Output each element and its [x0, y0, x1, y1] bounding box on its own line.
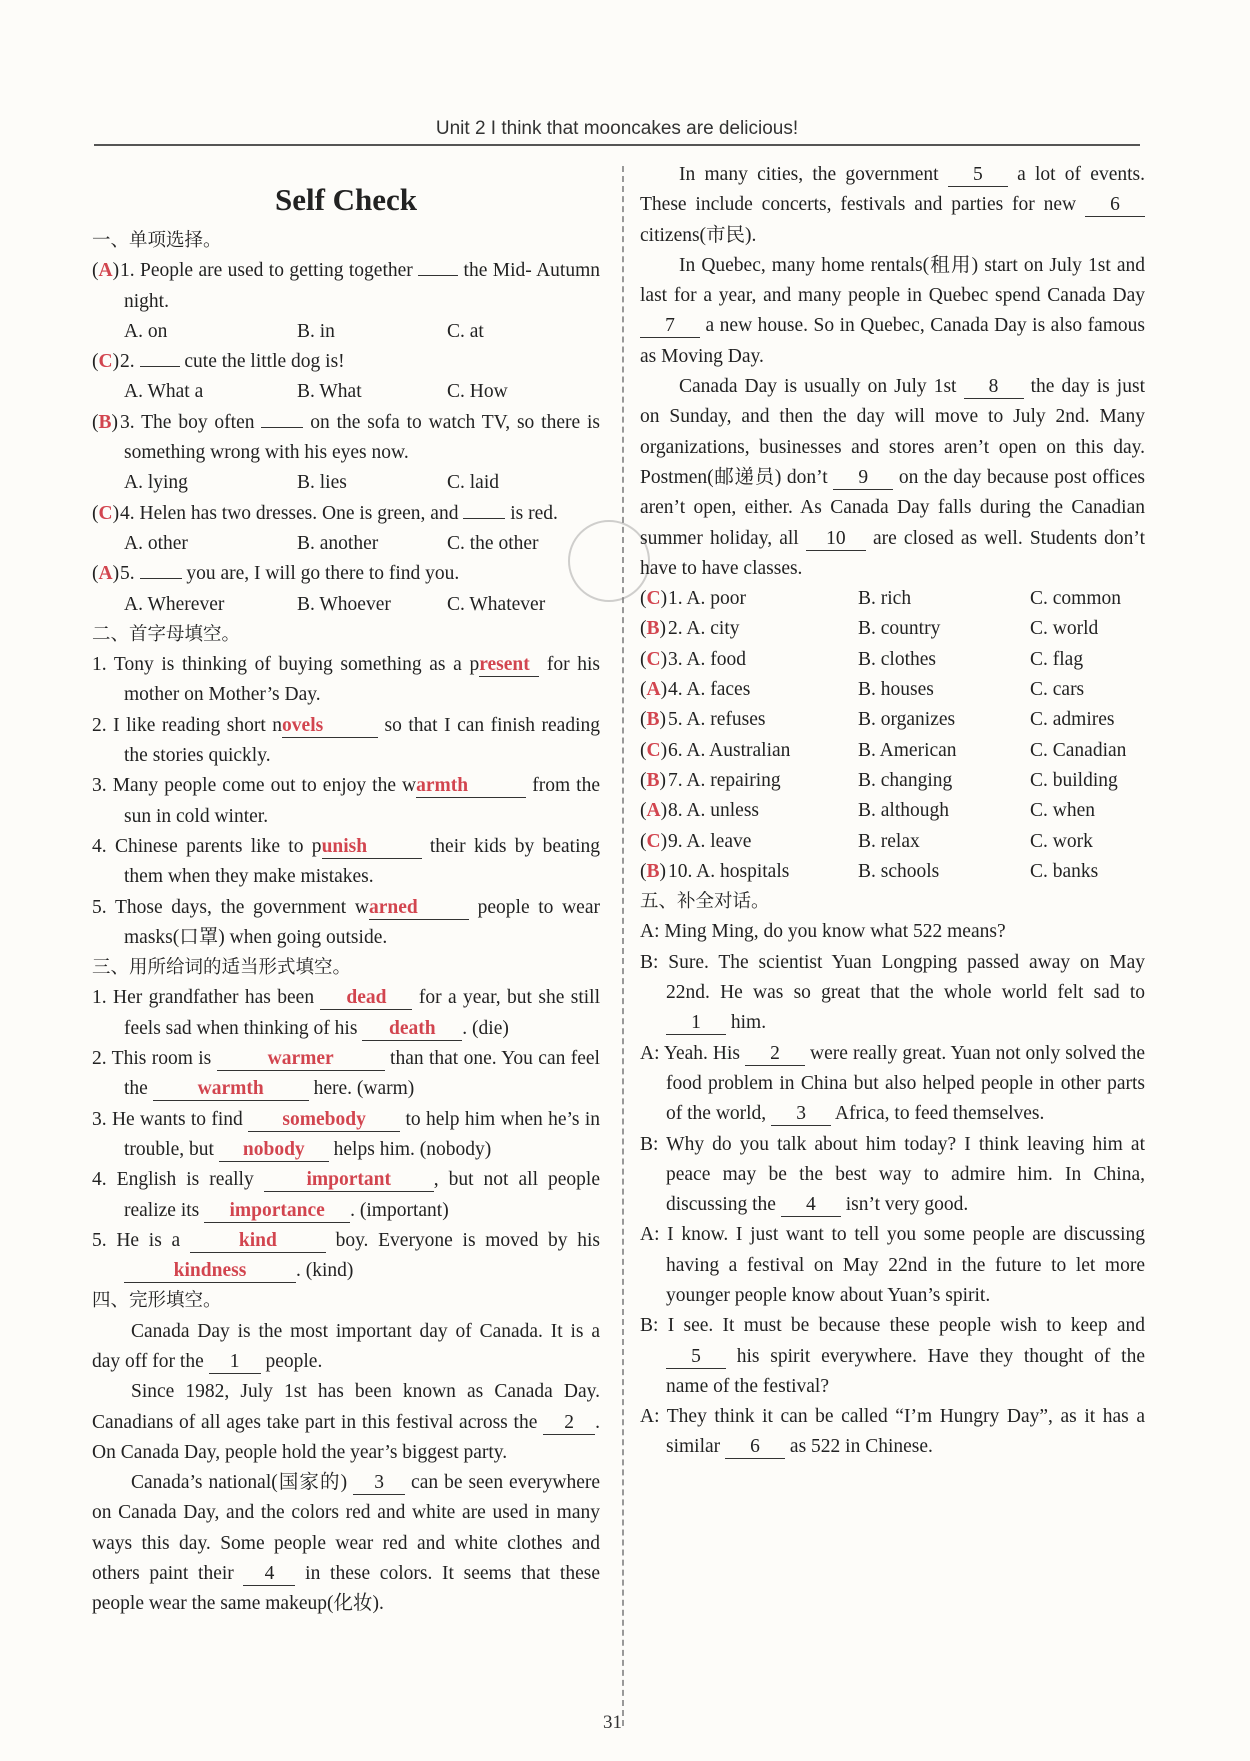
fill-question-3: 3. Many people come out to enjoy the warmth from the sun in cold winter.	[92, 775, 600, 827]
cloze-option-row: ( C ) 6. A. Australian B. American C. Canadian	[640, 736, 1145, 766]
answer-blank	[418, 275, 458, 276]
cloze-blank: 1	[209, 1351, 261, 1374]
cloze-blank: 7	[640, 315, 700, 338]
section-heading-2: 二、首字母填空。	[92, 623, 241, 645]
cloze-option-row: ( B ) 7. A. repairing B. changing C. building	[640, 766, 1145, 796]
answer-blank	[463, 518, 505, 519]
form-answer: warmer	[217, 1048, 385, 1071]
cloze-blank: 6	[1085, 194, 1145, 217]
mc-question-2: ( C ) 2. cute the little dog is! A. What a B. What C. How	[92, 347, 600, 408]
fill-question-5: 5. Those days, the government warned people to wear masks(口罩) when going outside.	[92, 896, 600, 948]
cloze-option-row: ( B ) 2. A. city B. country C. world	[640, 614, 1145, 644]
left-column	[92, 172, 600, 1620]
fill-answer: arned	[369, 897, 469, 920]
dialog-line-6: B: I see. It must be because these people wish to keep and 5 his spirit everywhere. Have they thought of the name of the festival?	[640, 1315, 1146, 1397]
dialog-blank: 6	[725, 1436, 785, 1459]
cloze-options	[640, 584, 1145, 887]
fill-answer: ovels	[282, 715, 378, 738]
cloze-blank: 4	[243, 1563, 295, 1586]
cloze-paragraph-5: In Quebec, many home rentals(租用) start on July 1st and last for a year, and many people in Quebec spend Canada Day 7 a new house. So in Quebec, Canada Day is also famous as Moving Day.	[640, 254, 1145, 367]
dialog-blank: 4	[781, 1194, 841, 1217]
cloze-blank: 5	[948, 164, 1008, 187]
section-heading-5: 五、补全对话。	[640, 891, 770, 913]
mc-answer: ( C )	[92, 499, 120, 529]
cloze-option-row: ( C ) 1. A. poor B. rich C. common	[640, 584, 1145, 614]
dialog-line-4: B: Why do you talk about him today? I think leaving him at peace may be the best way to admire him. In China, discussing the 4 isn’t very good.	[640, 1133, 1145, 1216]
form-answer: important	[264, 1169, 434, 1192]
dialog-line-1: A: Ming Ming, do you know what 522 means?	[640, 921, 1006, 943]
form-question-1: 1. Her grandfather has been dead for a year, but she still feels sad when thinking of his death . (die)	[92, 987, 600, 1039]
mc-question-1: ( A ) 1. People are used to getting together the Mid- Autumn night. A. on B. in C. at	[92, 256, 600, 347]
mc-question-4: ( C ) 4. Helen has two dresses. One is green, and is red. A. other B. another C. the other	[92, 499, 600, 560]
dialog-line-5: A: I know. I just want to tell you some people are discussing having a festival on May 22nd in the future to let more younger people know about Yuan’s spirit.	[640, 1224, 1145, 1306]
answer-blank	[140, 578, 182, 579]
cloze-option-row: ( B ) 5. A. refuses B. organizes C. admires	[640, 705, 1145, 735]
cloze-paragraph-2: Since 1982, July 1st has been known as Canada Day. Canadians of all ages take part in this festival across the 2 . On Canada Day, people hold the year’s biggest party.	[92, 1381, 600, 1463]
cloze-option-row: ( A ) 4. A. faces B. houses C. cars	[640, 675, 1145, 705]
fill-answer: unish	[322, 836, 422, 859]
form-answer: warmth	[153, 1078, 309, 1101]
fill-answer: resent	[479, 654, 539, 677]
mc-question-5: ( A ) 5. you are, I will go there to find you. A. Wherever B. Whoever C. Whatever	[92, 559, 600, 620]
page-number: 31	[603, 1712, 622, 1733]
cloze-option-row: ( C ) 9. A. leave B. relax C. work	[640, 827, 1145, 857]
dialog-blank: 5	[666, 1346, 726, 1369]
cloze-paragraph-3: Canada’s national(国家的) 3 can be seen everywhere on Canada Day, and the colors red and white are used in many ways this day. Some people wear red and white clothes and others paint their 4 in these colors. It seems that these people wear the same makeup(化妆).	[92, 1472, 600, 1615]
cloze-option-row: ( C ) 3. A. food B. clothes C. flag	[640, 645, 1145, 675]
dialog-blank: 2	[745, 1043, 805, 1066]
cloze-blank: 8	[964, 376, 1024, 399]
section-heading-3: 三、用所给词的适当形式填空。	[92, 957, 352, 979]
dialog-blank: 1	[666, 1012, 726, 1035]
dialog-line-2: B: Sure. The scientist Yuan Longping passed away on May 22nd. He was so great that the whole world felt sad to 1 him.	[640, 951, 1146, 1034]
cloze-option-row: ( A ) 8. A. unless B. although C. when	[640, 796, 1145, 826]
section-heading-1: 一、单项选择。	[92, 230, 222, 251]
dialog-line-7: A: They think it can be called “I’m Hungry Day”, as it has a similar 6 as 522 in Chinese.	[640, 1406, 1145, 1458]
form-answer: dead	[320, 987, 412, 1010]
form-answer: kindness	[124, 1260, 296, 1283]
section-heading-4: 四、完形填空。	[92, 1290, 222, 1312]
cloze-blank: 10	[806, 528, 866, 551]
form-question-5: 5. He is a kind boy. Everyone is moved by his kindness . (kind)	[92, 1229, 600, 1282]
form-question-2: 2. This room is warmer than that one. You can feel the warmth here. (warm)	[92, 1048, 600, 1100]
form-question-4: 4. English is really important , but not all people realize its importance . (important)	[92, 1169, 600, 1221]
column-divider	[622, 166, 624, 1726]
fill-answer: armth	[416, 775, 526, 798]
dialog-blank: 3	[771, 1103, 831, 1126]
mc-answer: ( B )	[92, 408, 120, 438]
mc-question-3: ( B ) 3. The boy often on the sofa to watch TV, so there is something wrong with his eyes now. A. lying B. lies C. laid	[92, 408, 600, 499]
cloze-paragraph-1: Canada Day is the most important day of Canada. It is a day off for the 1 people.	[92, 1320, 600, 1372]
cloze-option-row: ( B ) 10. A. hospitals B. schools C. banks	[640, 857, 1145, 887]
form-answer: somebody	[248, 1109, 400, 1132]
form-question-3: 3. He wants to find somebody to help him when he’s in trouble, but nobody helps him. (nobody)	[92, 1108, 600, 1160]
fill-question-2: 2. I like reading short novels so that I can finish reading the stories quickly.	[92, 714, 601, 767]
cloze-blank: 9	[833, 467, 893, 490]
form-answer: importance	[204, 1200, 350, 1223]
form-answer: kind	[190, 1230, 326, 1253]
cloze-blank: 2	[543, 1412, 595, 1435]
mc-answer: ( A )	[92, 559, 120, 589]
mc-answer: ( C )	[92, 347, 120, 377]
answer-blank	[140, 366, 180, 367]
dialog-line-3: A: Yeah. His 2 were really great. Yuan not only solved the food problem in China but also helped people in other parts of the world, 3 Africa, to feed themselves.	[640, 1042, 1146, 1125]
mc-answer: ( A )	[92, 256, 120, 286]
right-column	[640, 160, 1145, 1463]
page-header: Unit 2 I think that mooncakes are delicious!	[94, 118, 1140, 146]
cloze-paragraph-4: In many cities, the government 5 a lot of events. These include concerts, festivals and parties for new 6 citizens(市民).	[640, 164, 1145, 246]
answer-blank	[261, 427, 303, 428]
form-answer: death	[362, 1018, 462, 1041]
cloze-blank: 3	[353, 1472, 405, 1495]
fill-question-1: 1. Tony is thinking of buying something as a present for his mother on Mother’s Day.	[92, 654, 600, 706]
fill-question-4: 4. Chinese parents like to punish their kids by beating them when they make mistakes.	[92, 835, 601, 888]
form-answer: nobody	[219, 1139, 329, 1162]
cloze-paragraph-6: Canada Day is usually on July 1st 8 the day is just on Sunday, and then the day will move to July 2nd. Many organizations, businesses and stores aren’t open on this day. Postmen(邮递员) don’t 9 on the day because post offices aren’t open, either. As Canada Day falls during the Canadian summer holiday, all 10 are closed as well. Students don’t have to have classes.	[640, 376, 1145, 579]
page-title: Self Check	[274, 182, 418, 217]
